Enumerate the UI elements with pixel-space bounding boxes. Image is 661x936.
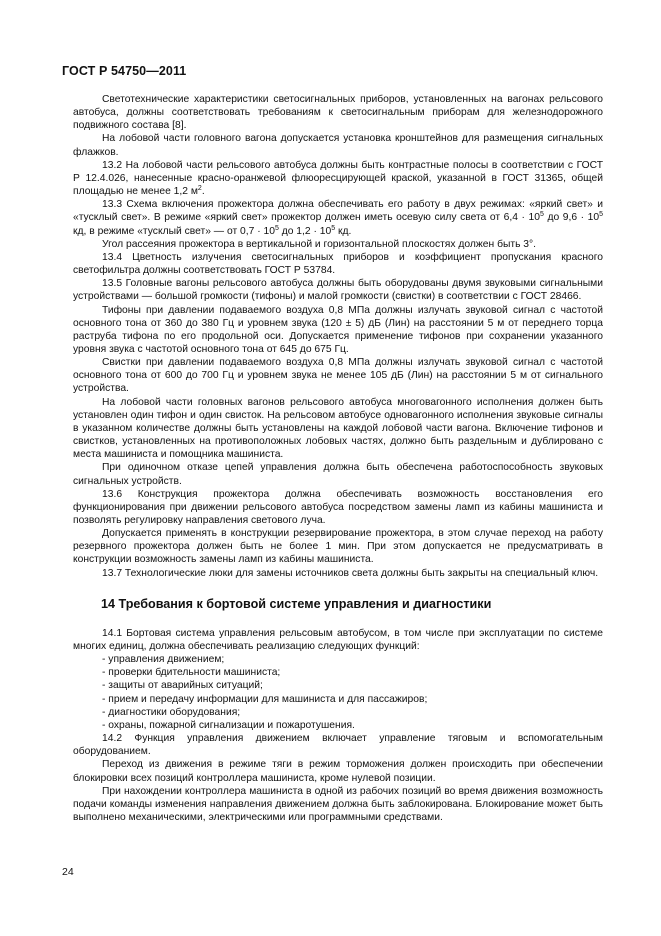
superscript: 5 xyxy=(599,211,603,219)
paragraph: Светотехнические характеристики светосигнальных приборов, установленных на вагонах рельсового автобуса, должны соответствовать требованиям к светосигнальным приборам для железнодорожного подвижного состава [8]. xyxy=(73,94,603,132)
paragraph: При нахождении контроллера машиниста в одной из рабочих позиций во время движения возможность подачи команды изменения направления движением должна быть заблокирована. Блокирование может быть выполнено механическими, электрическими или программными средствами. xyxy=(73,785,603,823)
section-14-heading: 14 Требования к бортовой системе управления и диагностики xyxy=(101,596,492,611)
superscript: 5 xyxy=(539,211,544,219)
clause-13-2 xyxy=(73,159,603,198)
clause-13-4: 13.4 Цветность излучения светосигнальных приборов и коэффициент пропускания красного светофильтра должны соответствовать ГОСТ Р 53784. xyxy=(73,251,603,277)
superscript: 2 xyxy=(197,185,202,193)
clause-text-end: . xyxy=(201,186,205,198)
clause-text: кд. xyxy=(335,225,352,237)
paragraph: Переход из движения в режиме тяги в режим торможения должен происходить при обеспечении блокировки всех позиций контроллера машиниста, кроме нулевой позиции. xyxy=(73,759,603,784)
paragraph: При одиночном отказе цепей управления должна быть обеспечена работоспособность звуковых сигнальных устройств. xyxy=(73,462,603,487)
paragraph: Тифоны при давлении подаваемого воздуха 0,8 МПа должны излучать звуковой сигнал с частотой основного тона от 360 до 380 Гц и уровнем звука (120 ± 5) дБ (Лин) на расстоянии 5 м от переднего торца раструба тифона по его продольной оси. Допускается применение тифонов при сохранении указанного уровня звука с частотой основного тона от 645 до 675 Гц. xyxy=(73,304,603,355)
clause-text: до 1,2 · 10 xyxy=(278,225,332,237)
clause-13-5: 13.5 Головные вагоны рельсового автобуса должны быть оборудованы двумя звуковыми сигнальными устройствами — большой громкости (тифоны) и малой громкости (свистки) в соответствии с ГОСТ 28466. xyxy=(73,278,603,303)
clause-14-1: 14.1 Бортовая система управления рельсовым автобусом, в том числе при эксплуатации по системе многих единиц, должна обеспечивать реализацию следующих функций: xyxy=(73,627,603,652)
clause-text: до 9,6 · 10 xyxy=(543,212,600,224)
superscript: 5 xyxy=(274,224,279,232)
standard-header: ГОСТ Р 54750—2011 xyxy=(62,64,187,78)
paragraph: На лобовой части головных вагонов рельсового автобуса многовагонного исполнения должен быть установлен один тифон и один свисток. На рельсовом автобусе одновагонного исполнения звуковые сигналы в указанном количестве должны быть установлены на каждой лобовой части вагона. Включение тифонов и свистков, установленных на противоположных лобовых частях, должно быть раздельным и дублировано с места машиниста и помощника машиниста. xyxy=(73,396,603,461)
list-item: - управления движением; xyxy=(102,654,225,666)
clause-text: 13.2 На лобовой части рельсового автобуса должны быть контрастные полосы в соответствии с ГОСТ Р 12.4.026, нанесенные красно-оранжевой флюоресцирующей краской, указанной в ГОСТ 31365, общей площадью не менее 1,2 м xyxy=(73,159,603,198)
list-item: - защиты от аварийных ситуаций; xyxy=(102,680,263,692)
clause-text: кд, в режиме «тусклый свет» — от 0,7 · 10 xyxy=(73,225,275,237)
clause-13-3 xyxy=(73,198,603,237)
clause-text: 13.3 Схема включения прожектора должна обеспечивать его работу в двух режимах: «яркий свет» и «тусклый свет». В режиме «яркий свет» прожектор должен иметь осевую силу света от 6,4 · 10 xyxy=(73,199,603,224)
paragraph: Допускается применять в конструкции резервирование прожектора, в этом случае переход на работу резервного прожектора должен быть не более 1 мин. При этом допускается не предусматривать в конструкции возможность замены ламп из кабины машиниста. xyxy=(73,528,603,566)
paragraph: На лобовой части головного вагона допускается установка кронштейнов для размещения сигнальных флажков. xyxy=(73,133,603,158)
clause-14-2: 14.2 Функция управления движением включает управление тяговым и вспомогательным оборудованием. xyxy=(73,733,603,758)
paragraph: Угол рассеяния прожектора в вертикальной и горизонтальной плоскостях должен быть 3°. xyxy=(102,238,537,250)
superscript: 5 xyxy=(331,224,336,232)
document-body xyxy=(73,93,603,824)
list-item: - диагностики оборудования; xyxy=(102,706,241,718)
list-item: - проверки бдительности машиниста; xyxy=(102,667,281,679)
clause-13-6: 13.6 Конструкция прожектора должна обеспечивать возможность восстановления его функционирования при движении рельсового автобуса посредством замены ламп из кабины машиниста и позволять регулировку направления светового луча. xyxy=(73,488,603,526)
clause-13-7: 13.7 Технологические люки для замены источников света должны быть закрыты на специальный ключ. xyxy=(102,567,599,579)
paragraph: Свистки при давлении подаваемого воздуха 0,8 МПа должны излучать звуковой сигнал с частотой основного тона от 600 до 700 Гц и уровнем звука не менее 105 дБ (Лин) на расстоянии 5 м от сигнального устройства. xyxy=(73,357,603,395)
list-item: - охраны, пожарной сигнализации и пожаротушения. xyxy=(102,719,355,731)
page-number: 24 xyxy=(62,866,74,878)
list-item: - прием и передачу информации для машиниста и для пассажиров; xyxy=(102,693,428,705)
